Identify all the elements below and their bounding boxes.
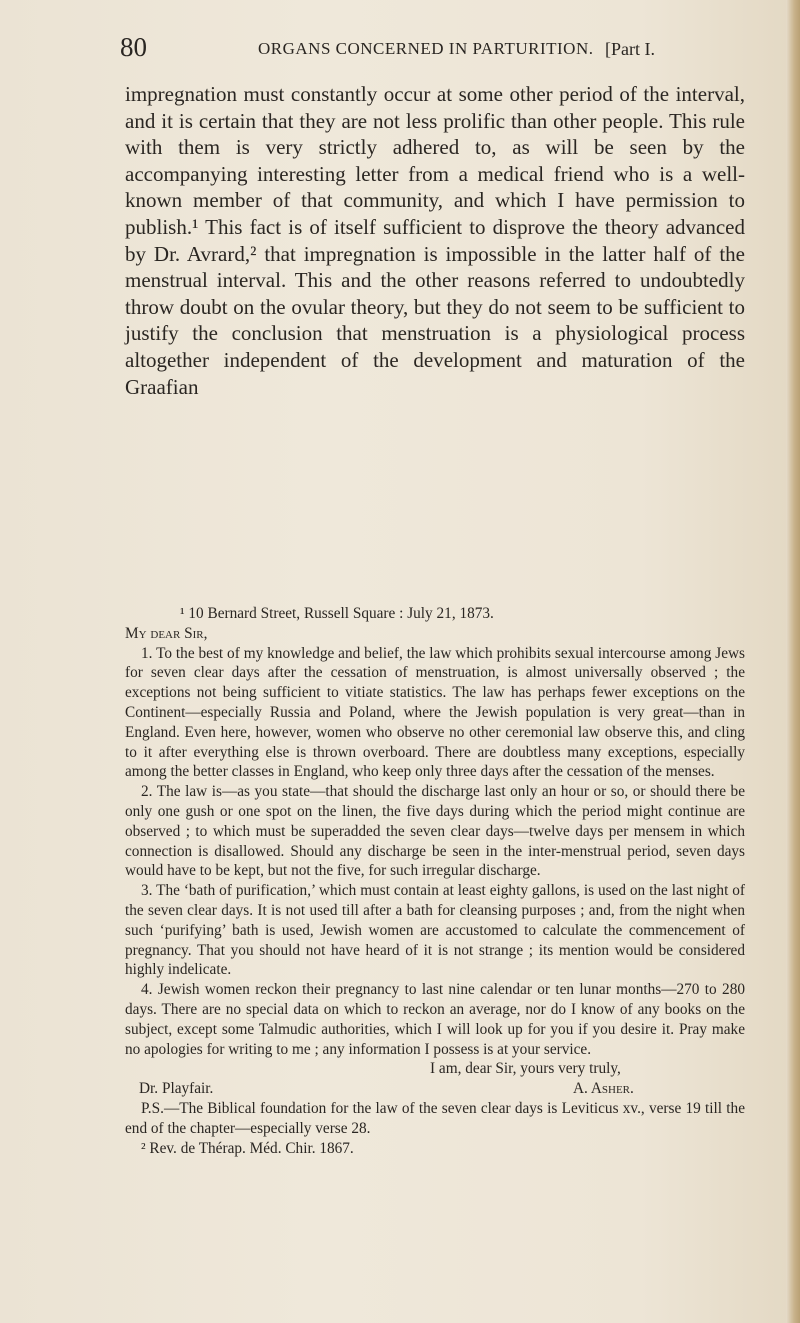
letter-point-1: 1. To the best of my knowledge and belief, the law which prohibits sexual intercourse among Jews for seven clear days after the cessation of menstruation, is almost universally observed ; the exceptions not being sufficient to vitiate statistics. The law has perhaps fewer exceptions on the Continent—especially Russia and Poland, where the Jewish population is very great—than in England. Even here, however, women who observe no other ceremonial law observe this, and cling to it after everything else is thrown overboard. There are doubtless many exceptions, especially among the better classes in England, who keep only three days after the cessation of the menses. [125,644,745,781]
running-title: ORGANS CONCERNED IN PARTURITION. [258,39,594,58]
letter-point-4: 4. Jewish women reckon their pregnancy to last nine calendar or ten lunar months—270 to 280 days. There are no special data on which to reckon an average, nor do I know of any books on the subject, except some Talmudic authorities, which I will look up for you if you desire it. Pray make no apologies for writing to me ; any information I possess is at your service. [125,981,745,1058]
running-header [120,32,720,62]
page-number: 80 [120,32,147,62]
letter-postscript: P.S.—The Biblical foundation for the law of the seven clear days is Leviticus xv., verse 19 till the end of the chapter—especially verse 28. [125,1099,745,1137]
letter-recipient: Dr. Playfair. [139,1080,214,1098]
footnote-2: ² Rev. de Thérap. Méd. Chir. 1867. [141,1139,354,1157]
letter-point-2: 2. The law is—as you state—that should the discharge last only an hour or so, or should there be only one gush or one spot on the linen, the five days during which the period might continue are observed ; to which must be superadded the seven clear days—twelve days per mensem in which connection is disallowed. Should any discharge be seen in the inter-menstrual period, seven days would have to be kept, but not the five, for such irregular discharge. [125,783,745,880]
letter-address: ¹ 10 Bernard Street, Russell Square : July 21, 1873. [180,605,494,622]
body-paragraph: impregnation must constantly occur at some other period of the interval, and it is certain that they are not less prolific than other people. This rule with them is very strictly adhered to, as will be seen by the accompanying interesting letter from a medical friend who is a well-known member of that community, and which I have permission to publish.¹ This fact is of itself sufficient to disprove the theory advanced by Dr. Avrard,² that impregnation is impossible in the latter half of the menstrual interval. This and the other reasons referred to undoubtedly throw doubt on the ovular theory, but they do not seem to be sufficient to justify the conclusion that menstruation is a physiological process altogether independent of the development and maturation of the Graafian [125,82,745,399]
part-label: [Part I. [605,39,655,59]
letter-closing: I am, dear Sir, yours very truly, [430,1060,621,1078]
letter-signature: A. Asher. [573,1080,634,1098]
footnote-letter [125,604,745,1158]
letter-point-3: 3. The ‘bath of purification,’ which must contain at least eighty gallons, is used on the last night of the seven clear days. It is not used till after a bath for cleansing purposes ; and, from the night when such ‘purifying’ bath is used, Jewish women are accustomed to calculate the commencement of pregnancy. That you should not have heard of it is not strange ; its mention would be considered highly indelicate. [125,882,745,979]
page-edge-shadow [786,0,800,1323]
main-text [125,81,745,400]
letter-salutation: My dear Sir, [125,624,208,642]
